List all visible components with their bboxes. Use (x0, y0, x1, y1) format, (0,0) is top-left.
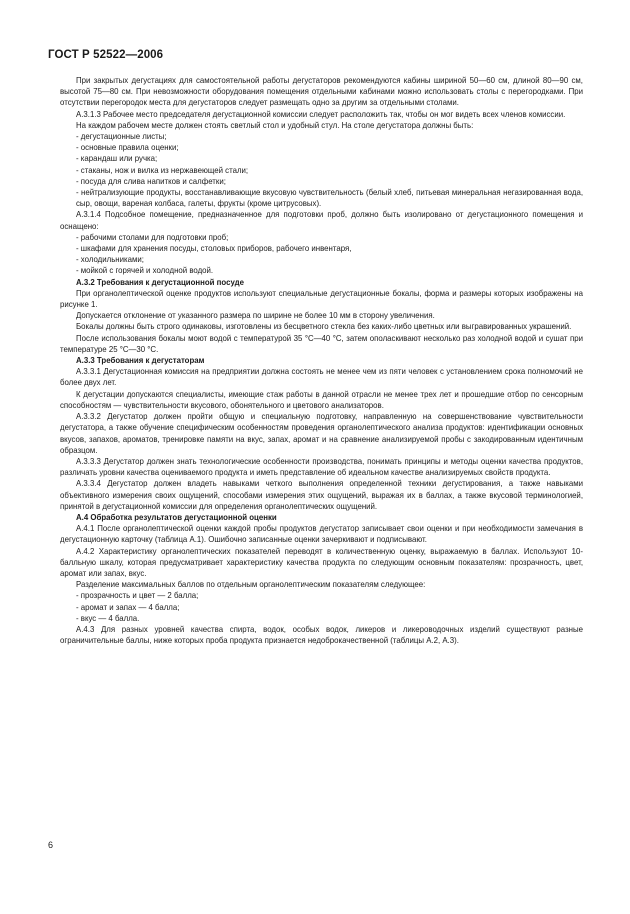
paragraph: А.3.3.3 Дегустатор должен знать технологические особенности производства, понимать принципы и методы оценки качества продуктов, различать уровни качества оцениваемого продукта и иметь представление об идеальном качестве анализируемых свойств продукта. (60, 456, 583, 478)
list-item: - посуда для слива напитков и салфетки; (76, 176, 226, 186)
document-header: ГОСТ Р 52522—2006 (48, 49, 164, 61)
section-heading: А.3.2 Требования к дегустационной посуде (76, 277, 244, 287)
list-item: - карандаш или ручка; (76, 154, 158, 164)
section-heading: А.4 Обработка результатов дегустационной оценки (76, 512, 277, 522)
list-item: - вкус — 4 балла. (76, 613, 140, 623)
paragraph: А.4.1 После органолептической оценки каждой пробы продуктов дегустатор записывает свои оценки и при необходимости замечания в дегустационную карточку (таблица А.1). Ошибочно записанные оценки зачеркивают и подписывают. (60, 524, 583, 545)
list-item: - шкафами для хранения посуды, столовых приборов, рабочего инвентаря, (76, 244, 352, 254)
paragraph: Разделение максимальных баллов по отдельным органолептическим показателям следующее: (76, 580, 426, 590)
paragraph: Бокалы должны быть строго одинаковы, изготовлены из бесцветного стекла без каких-либо цветных или выгравированных украшений. (76, 322, 572, 332)
paragraph: А.4.3 Для разных уровней качества спирта, водок, особых водок, ликеров и ликероводочных изделий существуют разные ограничительные баллы, ниже которых проба продукта признается недоброкачественной (таблицы А.2, А.3). (60, 624, 583, 646)
paragraph: На каждом рабочем месте должен стоять светлый стол и удобный стул. На столе дегустатора должны быть: (76, 120, 474, 130)
list-item: - аромат и запах — 4 балла; (76, 602, 180, 612)
section-heading: А.3.3 Требования к дегустаторам (76, 356, 205, 366)
list-item: - холодильниками; (76, 255, 144, 265)
paragraph: А.3.3.4 Дегустатор должен владеть навыками четкого выполнения определенной техники дегустирования, а также навыками объективного измерения своих ощущений, способами измерения этих ощущений, выражая их в баллах, а также вкусовой терминологией, принятой в дегустационной комиссии для определения органолептических ощущений. (60, 479, 583, 511)
paragraph: При органолептической оценке продуктов используют специальные дегустационные бокалы, форма и размеры которых изображены на рисунке 1. (60, 288, 583, 310)
document-body (60, 75, 583, 646)
paragraph: А.4.2 Характеристику органолептических показателей переводят в количественную оценку, выражаемую в баллах. Используют 10-балльную шкалу, которая предусматривает характеристику качества продукта по следующим основным показателям: прозрачность, цвет, аромат или запах, вкус. (60, 546, 583, 578)
paragraph: К дегустации допускаются специалисты, имеющие стаж работы в данной отрасли не менее трех лет и прошедшие отбор по сенсорным способностям — чувствительности вкусового, обонятельного и цветового анализаторов. (60, 389, 583, 410)
paragraph: А.3.1.4 Подсобное помещение, предназначенное для подготовки проб, должно быть изолировано от дегустационного помещения и оснащено: (60, 210, 583, 231)
paragraph: После использования бокалы моют водой с температурой 35 °С—40 °С, затем ополаскивают несколько раз холодной водой и сушат при температуре 25 °С—30 °С. (60, 333, 583, 354)
list-item: - нейтрализующие продукты, восстанавливающие вкусовую чувствительность (белый хлеб, питьевая минеральная негазированная вода, сыр, овощи, вареная колбаса, галеты, фрукты (кроме цитрусовых). (76, 188, 583, 209)
list-item: - рабочими столами для подготовки проб; (76, 232, 229, 242)
paragraph: Допускается отклонение от указанного размера по ширине не более 10 мм в сторону увеличения. (76, 311, 435, 321)
page-number: 6 (48, 840, 54, 850)
list-item: - основные правила оценки; (76, 143, 179, 153)
list-item: - дегустационные листы; (76, 132, 167, 142)
paragraph: А.3.3.1 Дегустационная комиссия на предприятии должна состоять не менее чем из пяти человек с установлением срока полномочий не более двух лет. (60, 367, 583, 388)
list-item: - мойкой с горячей и холодной водой. (76, 266, 214, 276)
list-item: - прозрачность и цвет — 2 балла; (76, 591, 199, 601)
list-item: - стаканы, нож и вилка из нержавеющей стали; (76, 165, 249, 175)
paragraph: А.3.1.3 Рабочее место председателя дегустационной комиссии следует расположить так, чтобы он мог видеть всех членов комиссии. (76, 109, 566, 119)
paragraph: При закрытых дегустациях для самостоятельной работы дегустаторов рекомендуются кабины шириной 50—60 см, длиной 80—90 см, высотой 75—80 см. При невозможности оборудования помещения отдельными кабинами можно использовать столы с перегородками. При отсутствии перегородок места для дегустаторов следует размещать одно за другим за отдельными столами. (60, 76, 583, 108)
paragraph: А.3.3.2 Дегустатор должен пройти общую и специальную подготовку, направленную на совершенствование чувствительности дегустатора, а также обучение специфическим особенностям проведения органолептического анализа продуктов: идентификации основных вкусов, запахов, ароматов, тренировке памяти на вкус, запах, аромат и на сравнение анализируемой пробы с закодированным идентичным образцом. (60, 412, 583, 455)
